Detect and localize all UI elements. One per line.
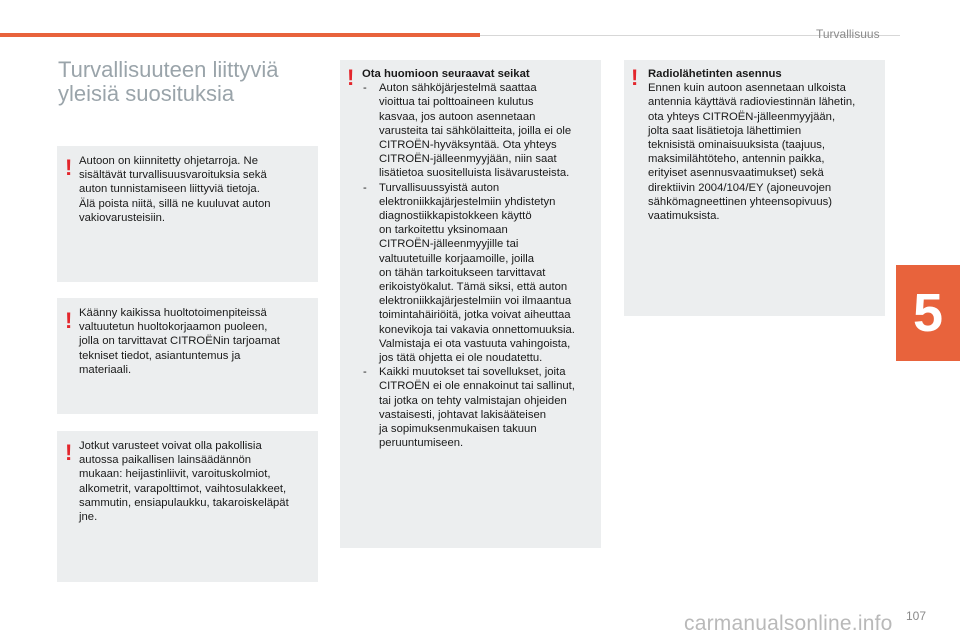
text-line: konevikoja tai vakavia onnettomuuksia. (379, 323, 575, 336)
text-line: - Turvallisuussyistä auton (379, 181, 500, 194)
considerations-list (362, 81, 598, 450)
text-line: Jotkut varusteet voivat olla pakollisia (79, 440, 262, 452)
header-accent-bar (0, 33, 480, 37)
watermark: carmanualsonline.info (684, 612, 893, 635)
note-heading: Radiolähetinten asennus (648, 68, 782, 80)
text-line: valtuutetun huoltokorjaamon puoleen, (79, 321, 268, 334)
text-line: CITROËN ei ole ennakoinut tai sallinut, (379, 380, 575, 393)
page-title-line-1: Turvallisuuteen liittyviä (58, 57, 279, 82)
text-line: vioittua tai polttoaineen kulutus (379, 96, 534, 109)
text-line: sammutin, ensiapulaukku, takaroiskeläpät (79, 496, 289, 509)
text-line: antennia käyttävä radioviestinnän lähetin, (648, 96, 856, 109)
note-text (79, 439, 315, 524)
text-line: on tarkoitettu yksinomaan (379, 224, 508, 237)
text-line: Autoon on kiinnitetty ohjetarroja. Ne (79, 155, 258, 167)
text-line: peruuntumiseen. (379, 437, 464, 450)
note-text (79, 306, 313, 377)
page-title-line-2: yleisiä suosituksia (58, 81, 235, 106)
list-item (362, 181, 598, 366)
text-line: lisätietoa suositelluista lisävarusteista. (379, 167, 570, 180)
note-text (362, 67, 598, 450)
section-name: Turvallisuus (816, 27, 880, 41)
exclamation-icon: ! (65, 308, 73, 333)
list-item (362, 81, 598, 180)
text-line: CITROËN-jälleenmyyjään, niin saat (379, 153, 557, 166)
text-line: Valmistaja ei ota vastuuta vahingoista, (379, 337, 571, 350)
text-line: vaatimuksista. (648, 210, 720, 223)
list-item (362, 365, 598, 450)
text-line: vakiovarusteisiin. (79, 211, 166, 224)
text-line: Käänny kaikissa huoltotoimenpiteissä (79, 307, 267, 319)
text-line: - Kaikki muutokset tai sovellukset, joita (379, 366, 566, 379)
text-line: autossa paikallisen lainsäädännön (79, 454, 252, 467)
text-line: CITROËN-jälleenmyyjille tai (379, 238, 519, 251)
text-line: sähkömagneettinen yhteensopivuus) (648, 195, 833, 208)
exclamation-icon: ! (631, 65, 639, 90)
note-text (648, 67, 882, 223)
warning-note-service (57, 298, 318, 414)
text-line: jos tätä ohjetta ei ole noudatettu. (379, 352, 543, 365)
text-line: jolla on tarvittavat CITROËNin tarjoamat (79, 335, 280, 348)
note-text (79, 154, 313, 225)
page-title (58, 58, 318, 106)
text-line: diagnostiikkapistokkeen käyttö (379, 210, 532, 223)
exclamation-icon: ! (65, 440, 73, 465)
text-line: vastaisesti, johtavat lakisääteisen (379, 408, 547, 421)
warning-note-labels (57, 146, 318, 282)
text-line: erikoistyökalut. Tämä siksi, että auton (379, 281, 568, 294)
text-line: elektroniikkajärjestelmiin voi ilmaantua (379, 295, 572, 308)
chapter-number: 5 (912, 283, 944, 343)
warning-note-mandatory-equipment (57, 431, 318, 582)
text-line: valtuutetuille korjaamoille, joilla (379, 252, 535, 265)
text-line: teknisistä ominaisuuksista (taajuus, (648, 139, 826, 152)
text-line: elektroniikkajärjestelmiin yhdistetyn (379, 195, 556, 208)
text-line: on tähän tarkoitukseen tarvittavat (379, 266, 546, 279)
text-line: Älä poista niitä, sillä ne kuuluvat auton (79, 197, 271, 210)
text-line: ota yhteys CITROËN-jälleenmyyjään, (648, 110, 836, 123)
chapter-tab[interactable] (896, 265, 960, 361)
text-line: auton tunnistamiseen liittyviä tietoja. (79, 183, 260, 196)
text-line: tekniset tiedot, asiantuntemus ja (79, 349, 241, 362)
text-line: sisältävät turvallisuusvaroituksia sekä (79, 169, 267, 182)
warning-note-considerations (340, 60, 601, 548)
text-line: - Auton sähköjärjestelmä saattaa (379, 82, 537, 95)
text-line: varusteita tai sähkölaitteita, joilla ei ole (379, 124, 572, 137)
text-line: Ennen kuin autoon asennetaan ulkoista (648, 82, 846, 95)
text-line: mukaan: heijastinliivit, varoituskolmiot, (79, 468, 271, 481)
text-line: erityiset asennusvaatimukset) sekä (648, 167, 824, 180)
text-line: direktiivin 2004/104/EY (ajoneuvojen (648, 181, 832, 194)
text-line: kasvaa, jos autoon asennetaan (379, 110, 536, 123)
text-line: jne. (79, 511, 98, 524)
page-number: 107 (906, 609, 927, 623)
text-line: materiaali. (79, 363, 132, 376)
text-line: maksimilähtöteho, antennin paikka, (648, 153, 825, 166)
text-line: toimintahäiriöitä, jotka voivat aiheuttaa (379, 309, 571, 322)
text-line: ja sopimuksenmukaisen takuun (379, 423, 537, 436)
text-line: jolta saat lisätietoja lähettimien (648, 124, 802, 137)
exclamation-icon: ! (347, 65, 355, 90)
warning-note-radio-transmitters (624, 60, 885, 316)
note-heading: Ota huomioon seuraavat seikat (362, 68, 530, 80)
text-line: alkometrit, varapolttimot, vaihtosulakkeet, (79, 482, 287, 495)
exclamation-icon: ! (65, 155, 73, 180)
text-line: tai jotka on tehty valmistajan ohjeiden (379, 394, 567, 407)
text-line: CITROËN-hyväksyntää. Ota yhteys (379, 139, 557, 152)
